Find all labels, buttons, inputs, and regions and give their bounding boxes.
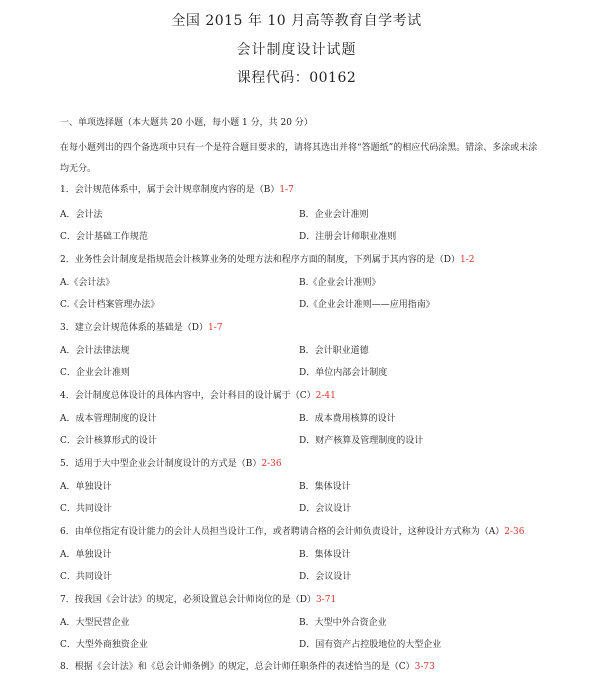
option-d: D．财产核算及管理制度的设计 xyxy=(299,436,424,446)
option-d: D．会议设计 xyxy=(299,504,352,514)
option-c: C.《会计档案管理办法》 xyxy=(60,300,160,310)
option-a: A．单独设计 xyxy=(60,550,112,560)
option-b: B．集体设计 xyxy=(299,482,351,492)
option-c: C．企业会计准则 xyxy=(60,368,130,378)
question-text: 8．根据《会计法》和《总会计师条例》的规定，总会计师任职条件的表述恰当的是（C） xyxy=(60,662,415,672)
exam-title: 全国 2015 年 10 月高等教育自学考试 xyxy=(171,13,422,29)
answer-ref: 3-73 xyxy=(414,662,435,672)
question-text: 2．业务性会计制度是指规范会计核算业务的处理方法和程序方面的制度，下列属于其内容的是（D） xyxy=(60,255,460,265)
answer-ref: 3-71 xyxy=(315,595,337,605)
question-4 xyxy=(60,388,336,401)
option-b: B．会计职业道德 xyxy=(299,346,369,356)
option-d: D．国有资产占控股地位的大型企业 xyxy=(299,640,442,650)
question-text: 1．会计规范体系中，属于会计规章制度内容的是（B） xyxy=(60,185,280,195)
question-5 xyxy=(60,456,282,469)
question-text: 5．适用于大中型企业会计制度设计的方式是（B） xyxy=(60,459,262,469)
option-b: B．成本费用核算的设计 xyxy=(299,414,396,424)
question-text: 3．建立会计规范体系的基础是（D） xyxy=(60,323,208,333)
option-c: C．大型外商独资企业 xyxy=(60,640,148,650)
option-a: A．大型民营企业 xyxy=(60,618,130,628)
answer-ref: 1-7 xyxy=(279,185,294,195)
answer-ref: 2-36 xyxy=(261,459,282,469)
section-heading: 一、单项选择题（本大题共 20 小题，每小题 1 分，共 20 分） xyxy=(60,118,313,128)
option-d: D．注册会计师职业准则 xyxy=(299,232,397,242)
option-b: B．企业会计准则 xyxy=(299,210,369,220)
option-a: A．会计法 xyxy=(60,210,103,220)
option-d: D.《企业会计准则——应用指南》 xyxy=(299,300,435,310)
option-a: A．成本管理制度的设计 xyxy=(60,414,157,424)
question-text: 6．由单位指定有设计能力的会计人员担当设计工作，或者聘请合格的会计师负责设计，这种设计方式称为（A） xyxy=(60,527,505,537)
option-d: D．单位内部会计制度 xyxy=(299,368,388,378)
answer-ref: 2-36 xyxy=(504,527,525,537)
option-b: B．集体设计 xyxy=(299,550,351,560)
question-text: 7．按我国《会计法》的规定，必须设置总会计师岗位的是（D） xyxy=(60,595,316,605)
option-d: D．会议设计 xyxy=(299,572,352,582)
option-c: C．共同设计 xyxy=(60,504,112,514)
answer-ref: 1-2 xyxy=(459,255,475,265)
option-b: B．大型中外合资企业 xyxy=(299,618,387,628)
question-6 xyxy=(60,524,524,537)
option-a: A．单独设计 xyxy=(60,482,112,492)
answer-ref: 2-41 xyxy=(315,391,336,401)
section-instructions: 在每小题列出的四个备选项中只有一个是符合题目要求的，请将其选出并将“答题纸”的相应代码涂黑。错涂、多涂或未涂均无分。 xyxy=(60,143,538,174)
question-1 xyxy=(60,182,294,195)
question-2 xyxy=(60,252,474,265)
option-c: C．会计核算形式的设计 xyxy=(60,436,157,446)
answer-ref: 1-7 xyxy=(207,323,223,333)
course-code: 课程代码：00162 xyxy=(236,70,357,86)
exam-subject: 会计制度设计试题 xyxy=(236,42,357,58)
question-text: 4．会计制度总体设计的具体内容中，会计科目的设计属于（C） xyxy=(60,391,316,401)
option-a: A.《会计法》 xyxy=(60,278,115,288)
option-c: C．会计基础工作规范 xyxy=(60,232,148,242)
option-b: B.《企业会计准则》 xyxy=(299,278,381,288)
question-7 xyxy=(60,592,336,605)
question-8 xyxy=(60,659,435,672)
option-a: A．会计法律法规 xyxy=(60,346,130,356)
question-3 xyxy=(60,320,222,333)
option-c: C．共同设计 xyxy=(60,572,112,582)
